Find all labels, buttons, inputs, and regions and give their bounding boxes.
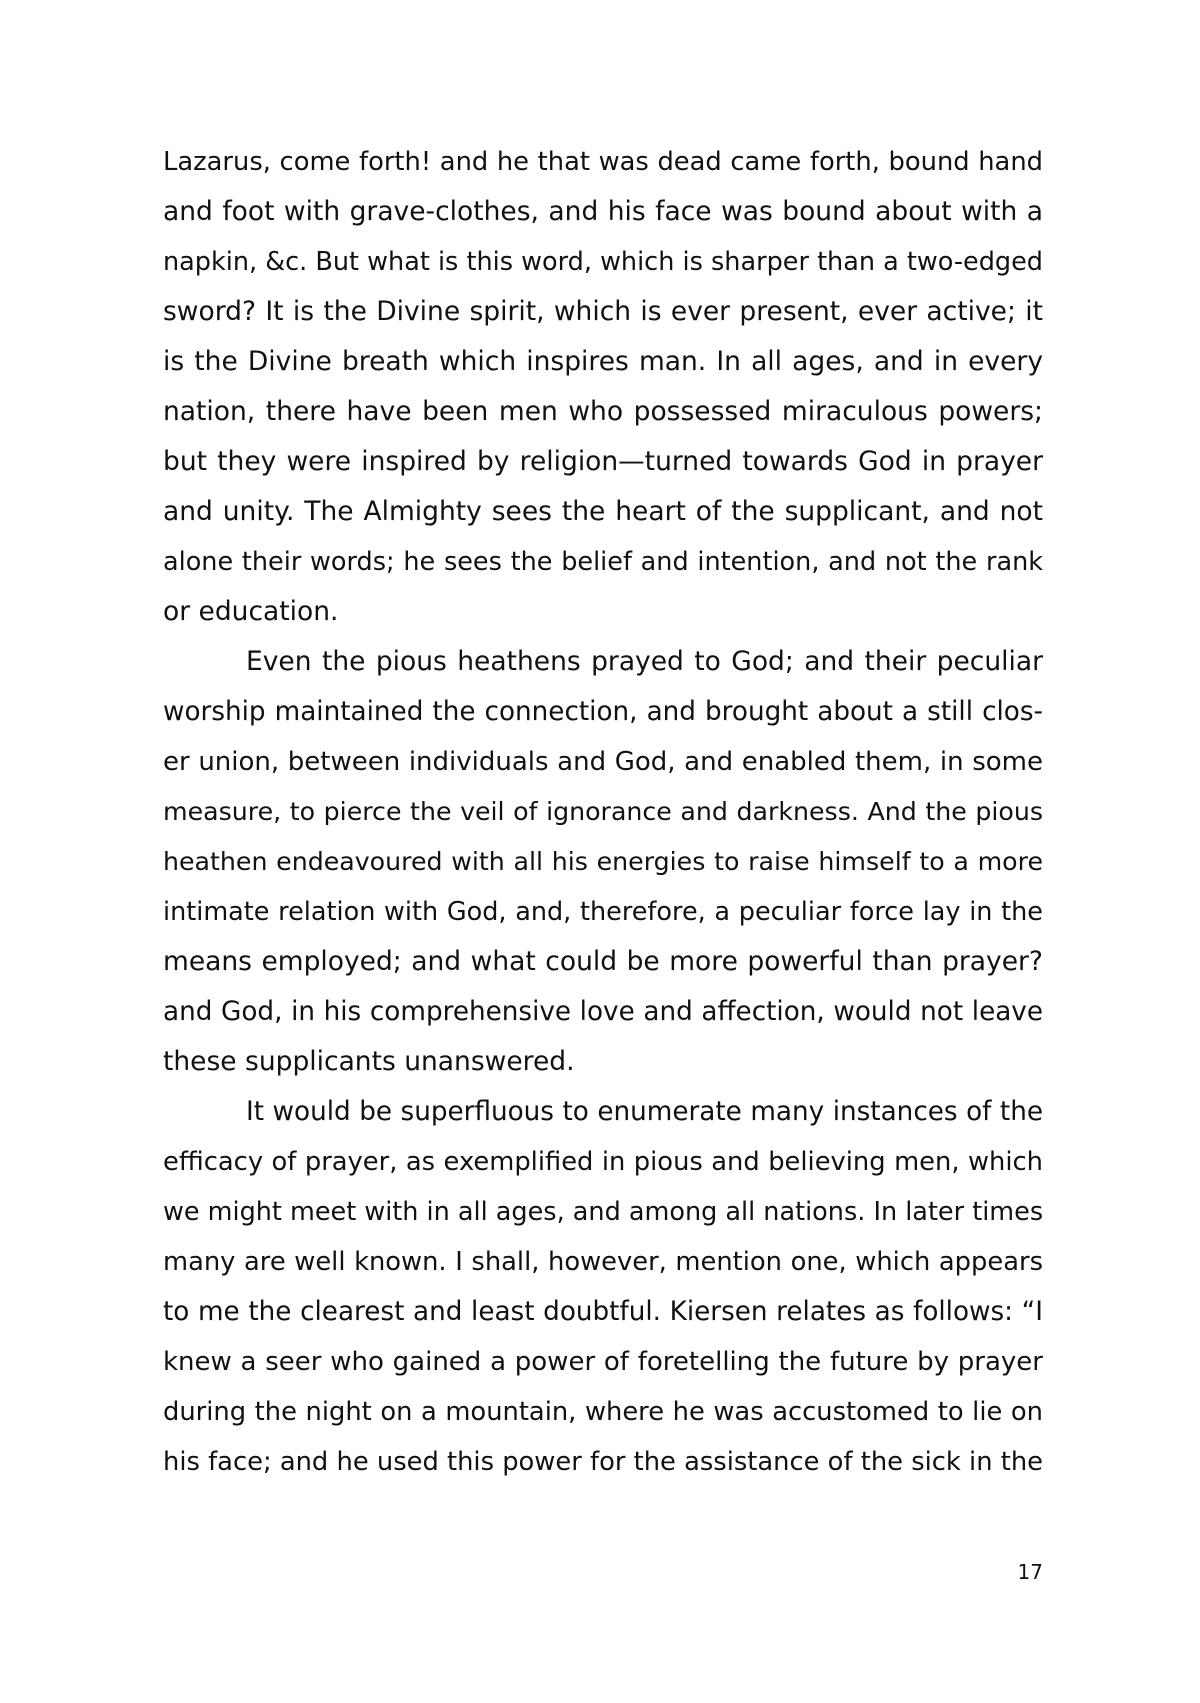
text-line: and unity. The Almighty sees the heart of the supplicant, and not <box>163 496 1043 527</box>
text-line: to me the clearest and least doubtful. Kiersen relates as follows: “I <box>163 1297 1043 1327</box>
text-line: and God, in his comprehensive love and affection, would not leave <box>163 997 1043 1027</box>
text-line: his face; and he used this power for the assistance of the sick in the <box>163 1447 1043 1477</box>
text-line: is the Divine breath which inspires man. In all ages, and in every <box>163 346 1043 377</box>
text-line: er union, between individuals and God, and enabled them, in some <box>163 747 1043 777</box>
text-line: knew a seer who gained a power of foretelling the future by prayer <box>163 1347 1043 1377</box>
text-line: efficacy of prayer, as exemplified in pious and believing men, which <box>163 1147 1043 1177</box>
text-line: worship maintained the connection, and brought about a still clos- <box>163 697 1043 727</box>
text-line: nation, there have been men who possessed miraculous powers; <box>163 396 1043 427</box>
text-line: napkin, &c. But what is this word, which is sharper than a two-edged <box>163 247 1043 277</box>
text-line: sword? It is the Divine spirit, which is ever present, ever active; it <box>163 296 1043 327</box>
text-line: means employed; and what could be more powerful than prayer? <box>163 946 1043 977</box>
page-number: 17 <box>1017 1560 1043 1584</box>
text-line: and foot with grave-clothes, and his face was bound about with a <box>163 196 1043 227</box>
text-line: measure, to pierce the veil of ignorance and darkness. And the pious <box>163 797 1043 826</box>
text-line: we might meet with in all ages, and among all nations. In later times <box>163 1197 1044 1227</box>
text-line: intimate relation with God, and, therefore, a peculiar force lay in the <box>163 897 1043 927</box>
text-line: Lazarus, come forth! and he that was dead came forth, bound hand <box>163 147 1043 177</box>
text-line: many are well known. I shall, however, mention one, which appears <box>163 1247 1043 1277</box>
text-line: alone their words; he sees the belief and intention, and not the rank <box>163 547 1043 577</box>
text-line: during the night on a mountain, where he was accustomed to lie on <box>163 1397 1043 1427</box>
text-line: or education. <box>163 596 339 627</box>
text-line: but they were inspired by religion—turned towards God in prayer <box>163 446 1043 477</box>
text-line: heathen endeavoured with all his energies to raise himself to a more <box>163 847 1043 876</box>
text-line: these supplicants unanswered. <box>163 1046 575 1077</box>
text-line: Even the pious heathens prayed to God; and their peculiar <box>246 646 1043 677</box>
text-line: It would be superfluous to enumerate many instances of the <box>246 1097 1043 1127</box>
